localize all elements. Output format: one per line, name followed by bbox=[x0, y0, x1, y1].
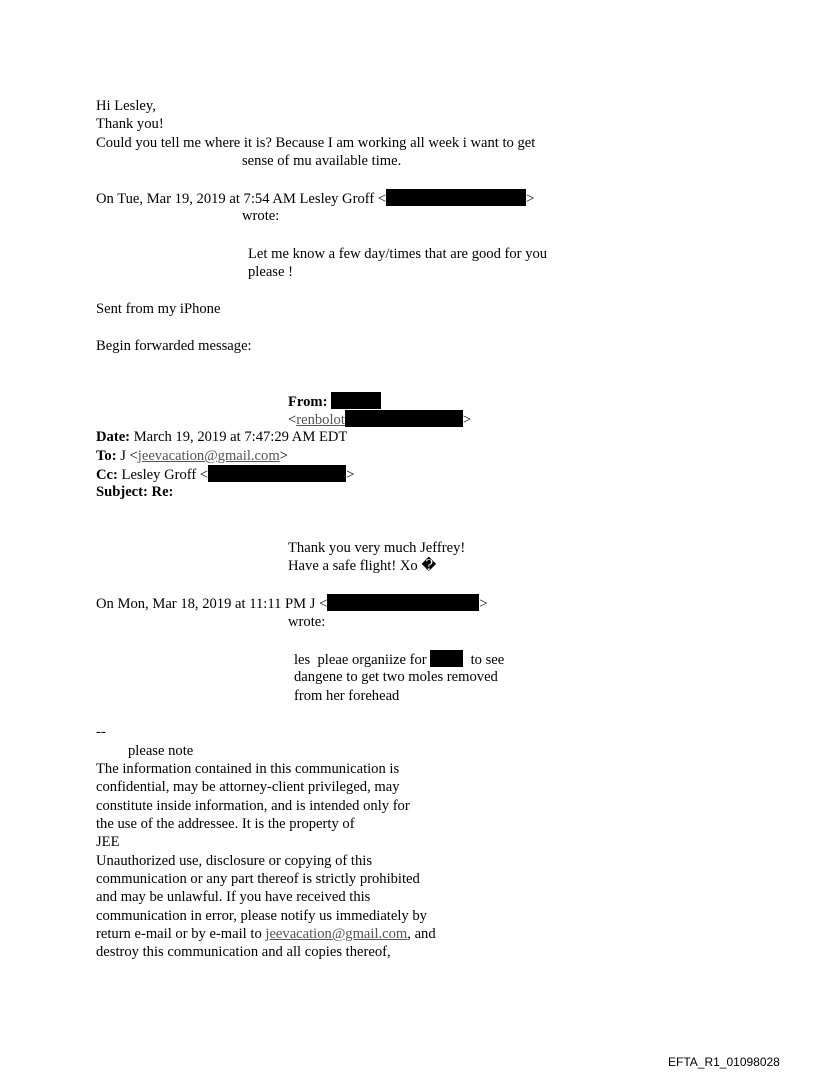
disclaimer-line: The information contained in this communication is bbox=[96, 761, 400, 777]
question-line-continued: sense of mu available time. bbox=[242, 153, 402, 169]
to-prefix: J < bbox=[116, 448, 138, 464]
quote2-body-line: from her forehead bbox=[294, 688, 400, 704]
quote2-body-line bbox=[294, 650, 504, 669]
quote2-body-line: dangene to get two moles removed bbox=[294, 669, 498, 685]
to-label: To: bbox=[96, 448, 117, 464]
redaction-block bbox=[331, 392, 381, 409]
begin-forwarded-line: Begin forwarded message: bbox=[96, 338, 252, 354]
quote2-line1-before: les pleae organiize for bbox=[294, 652, 431, 668]
return-prefix: return e-mail or by e-mail to bbox=[96, 926, 266, 942]
from-email-open: < bbox=[288, 412, 297, 428]
forwarded-cc-line bbox=[96, 465, 354, 484]
redaction-block bbox=[386, 189, 526, 206]
forwarded-to-line bbox=[96, 447, 288, 465]
quote2-header-suffix: > bbox=[479, 596, 488, 612]
disclaimer-line: communication or any part thereof is strictly prohibited bbox=[96, 871, 420, 887]
to-email-link[interactable]: jeevacation@gmail.com bbox=[137, 448, 280, 464]
return-suffix: , and bbox=[407, 926, 436, 942]
quote1-body-line: please ! bbox=[248, 264, 293, 280]
disclaimer-line: constitute inside information, and is intended only for bbox=[96, 798, 410, 814]
disclaimer-line: and may be unlawful. If you have received this bbox=[96, 889, 371, 905]
disclaimer-line: JEE bbox=[96, 834, 120, 850]
from-email-link[interactable]: renbolot bbox=[296, 412, 345, 428]
signature-dashes: -- bbox=[96, 724, 106, 740]
document-id-footer: EFTA_R1_01098028 bbox=[668, 1055, 780, 1069]
quote2-wrote: wrote: bbox=[288, 614, 326, 630]
forwarded-from-line bbox=[288, 392, 381, 411]
date-value: March 19, 2019 at 7:47:29 AM EDT bbox=[130, 429, 348, 445]
quote1-body-line: Let me know a few day/times that are good for you bbox=[248, 246, 548, 262]
quote2-header-prefix: On Mon, Mar 18, 2019 at 11:11 PM J < bbox=[96, 596, 328, 612]
redaction-block bbox=[208, 465, 346, 482]
quote2-header bbox=[96, 594, 488, 613]
greeting-line: Hi Lesley, bbox=[96, 98, 156, 114]
disclaimer-line: Unauthorized use, disclosure or copying of this bbox=[96, 853, 373, 869]
disclaimer-line: confidential, may be attorney-client privileged, may bbox=[96, 779, 400, 795]
forwarded-date-line bbox=[96, 428, 347, 446]
disclaimer-line: the use of the addressee. It is the property of bbox=[96, 816, 355, 832]
thanks-line: Thank you! bbox=[96, 116, 164, 132]
disclaimer-line: destroy this communication and all copies thereof, bbox=[96, 944, 391, 960]
quote1-header bbox=[96, 189, 534, 208]
redaction-block bbox=[345, 410, 463, 427]
disclaimer-line: communication in error, please notify us immediately by bbox=[96, 908, 427, 924]
cc-prefix: Lesley Groff < bbox=[117, 467, 209, 483]
from-email-close: > bbox=[462, 412, 472, 428]
please-note-line: please note bbox=[128, 743, 194, 759]
cc-label: Cc: bbox=[96, 467, 118, 483]
quote1-wrote: wrote: bbox=[242, 208, 280, 224]
to-suffix: > bbox=[279, 448, 288, 464]
return-email-link[interactable]: jeevacation@gmail.com bbox=[265, 926, 408, 942]
sent-from-line: Sent from my iPhone bbox=[96, 301, 221, 317]
forwarded-subject-line bbox=[96, 483, 173, 501]
from-label: From: bbox=[288, 394, 328, 410]
forwarded-from-email-line bbox=[288, 410, 471, 429]
question-line: Could you tell me where it is? Because I am working all week i want to get bbox=[96, 135, 536, 151]
forwarded-body-line: Have a safe flight! Xo � bbox=[288, 558, 437, 574]
date-label: Date: bbox=[96, 429, 131, 445]
quote2-line1-after: to see bbox=[463, 652, 505, 668]
disclaimer-return-line bbox=[96, 925, 436, 943]
subject-label: Subject: Re: bbox=[96, 484, 174, 500]
quote1-header-suffix: > bbox=[526, 191, 535, 207]
cc-suffix: > bbox=[346, 467, 355, 483]
forwarded-body-line: Thank you very much Jeffrey! bbox=[288, 540, 466, 556]
redaction-block bbox=[327, 594, 479, 611]
redaction-block bbox=[430, 650, 463, 667]
quote1-header-prefix: On Tue, Mar 19, 2019 at 7:54 AM Lesley Groff < bbox=[96, 191, 387, 207]
